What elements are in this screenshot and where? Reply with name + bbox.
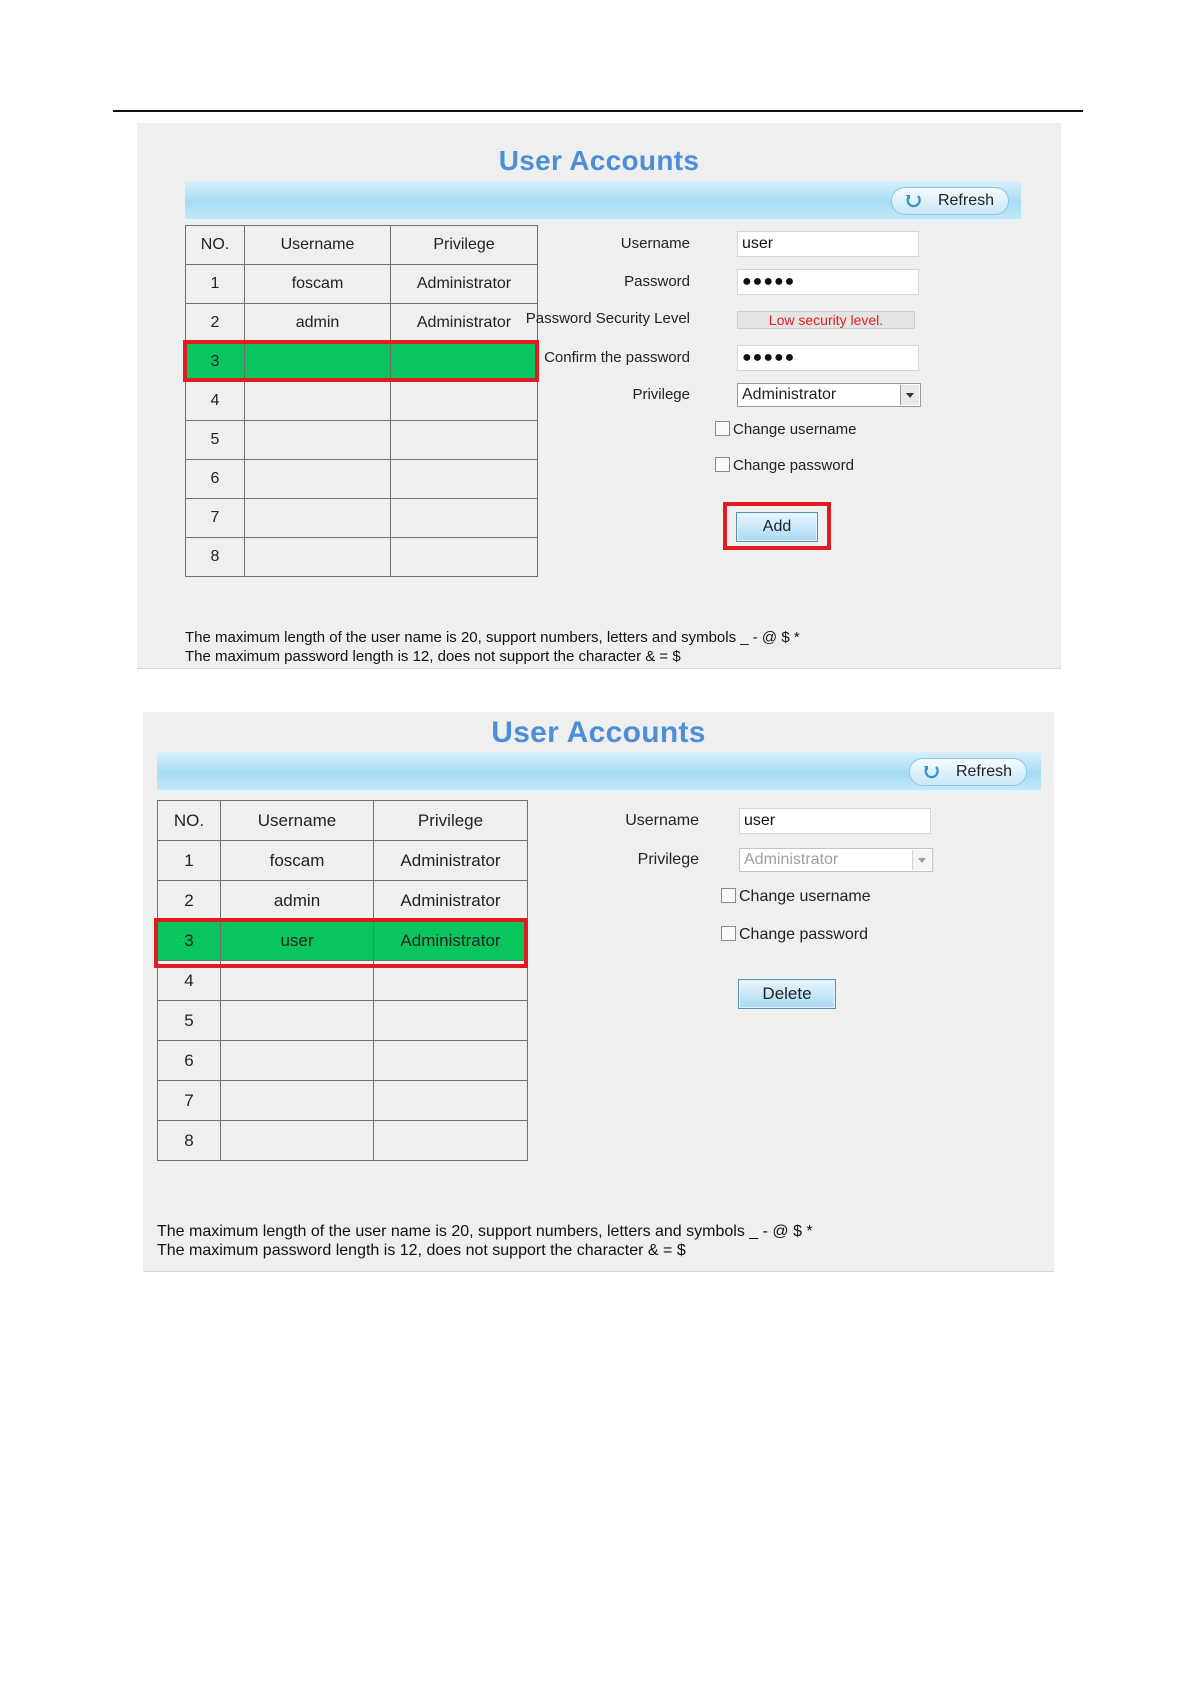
row-username — [221, 1041, 374, 1081]
row-privilege: Administrator — [374, 881, 528, 921]
change-username-checkbox[interactable] — [715, 421, 730, 436]
username-rule-note: The maximum length of the user name is 20, support numbers, letters and symbols _ - @ $ * — [157, 1223, 813, 1240]
row-privilege: Administrator — [374, 841, 528, 881]
privilege-label: Privilege — [632, 386, 690, 403]
row-privilege: Administrator — [391, 304, 538, 343]
table-row[interactable] — [158, 1041, 528, 1081]
row-no: 2 — [186, 304, 245, 343]
row-privilege — [391, 421, 538, 460]
table-header-row — [186, 226, 538, 265]
page-title: User Accounts — [498, 145, 700, 176]
username-input[interactable]: user — [739, 808, 931, 834]
user-table — [185, 225, 538, 577]
change-username-checkbox[interactable] — [721, 888, 736, 903]
table-row[interactable] — [186, 304, 538, 343]
row-username — [221, 1001, 374, 1041]
confirm-password-input[interactable]: ●●●●● — [737, 345, 919, 371]
password-input[interactable]: ●●●●● — [737, 269, 919, 295]
username-input[interactable]: user — [737, 231, 919, 257]
row-privilege: Administrator — [374, 921, 528, 961]
row-privilege — [391, 460, 538, 499]
row-no: 6 — [186, 460, 245, 499]
change-password-label: Change password — [733, 457, 854, 474]
security-level-label: Password Security Level — [525, 310, 690, 327]
row-username — [245, 460, 391, 499]
change-password-label: Change password — [739, 926, 868, 943]
row-no: 5 — [158, 1001, 221, 1041]
row-privilege — [374, 1041, 528, 1081]
row-no: 8 — [158, 1121, 221, 1161]
username-label: Username — [625, 812, 699, 829]
row-privilege: Administrator — [391, 265, 538, 304]
username-rule-note: The maximum length of the user name is 20, support numbers, letters and symbols _ - @ $ * — [185, 629, 800, 646]
header-privilege: Privilege — [391, 226, 538, 265]
change-username-label: Change username — [733, 421, 857, 438]
change-username-option[interactable] — [721, 888, 871, 906]
table-row[interactable] — [158, 841, 528, 881]
row-no: 3 — [186, 343, 245, 382]
refresh-icon — [904, 192, 922, 210]
chevron-down-icon[interactable] — [912, 850, 931, 870]
row-privilege — [374, 1121, 528, 1161]
add-button[interactable]: Add — [736, 512, 818, 542]
privilege-select[interactable] — [739, 848, 933, 872]
password-label: Password — [624, 273, 690, 290]
row-no: 1 — [186, 265, 245, 304]
header-username: Username — [221, 801, 374, 841]
user-accounts-panel-delete — [143, 712, 1054, 1272]
username-label: Username — [620, 235, 690, 252]
privilege-select[interactable] — [737, 383, 921, 407]
table-row[interactable] — [186, 499, 538, 538]
toolbar — [185, 181, 1021, 222]
change-username-label: Change username — [739, 888, 871, 905]
table-row[interactable] — [158, 1001, 528, 1041]
selected-row-highlight — [183, 340, 539, 382]
refresh-button[interactable] — [909, 758, 1027, 786]
row-username — [245, 499, 391, 538]
selected-row-highlight — [154, 918, 528, 968]
change-password-checkbox[interactable] — [715, 457, 730, 472]
page-title: User Accounts — [491, 716, 706, 749]
table-row[interactable] — [186, 460, 538, 499]
user-accounts-panel-add — [137, 123, 1061, 669]
table-row[interactable] — [158, 1121, 528, 1161]
header-no: NO. — [158, 801, 221, 841]
table-row[interactable] — [186, 421, 538, 460]
privilege-label: Privilege — [637, 851, 699, 868]
refresh-icon — [922, 763, 940, 781]
row-username: foscam — [245, 265, 391, 304]
row-no: 3 — [158, 921, 221, 961]
table-row[interactable] — [186, 265, 538, 304]
page-top-rule — [113, 110, 1083, 112]
row-no: 6 — [158, 1041, 221, 1081]
header-privilege: Privilege — [374, 801, 528, 841]
header-no: NO. — [186, 226, 245, 265]
change-password-option[interactable] — [715, 457, 854, 474]
table-header-row — [158, 801, 528, 841]
table-row[interactable] — [158, 1081, 528, 1121]
row-username — [245, 382, 391, 421]
privilege-select-value: Administrator — [742, 386, 837, 403]
user-table — [157, 800, 528, 1161]
chevron-down-icon[interactable] — [900, 385, 919, 405]
change-username-option[interactable] — [715, 421, 856, 438]
row-no: 5 — [186, 421, 245, 460]
refresh-label: Refresh — [937, 192, 994, 209]
privilege-select-value: Administrator — [744, 851, 839, 868]
password-rule-note: The maximum password length is 12, does not support the character & = $ — [185, 648, 681, 665]
add-button-highlight — [723, 502, 831, 550]
row-username: user — [221, 921, 374, 961]
row-privilege — [391, 499, 538, 538]
row-no: 2 — [158, 881, 221, 921]
row-privilege — [374, 1001, 528, 1041]
row-privilege — [391, 382, 538, 421]
row-no: 4 — [186, 382, 245, 421]
row-username: foscam — [221, 841, 374, 881]
table-row[interactable] — [186, 382, 538, 421]
row-username: admin — [245, 304, 391, 343]
row-no: 4 — [158, 961, 221, 1001]
refresh-label: Refresh — [955, 763, 1012, 780]
header-username: Username — [245, 226, 391, 265]
row-username — [245, 538, 391, 577]
delete-button[interactable]: Delete — [738, 979, 836, 1009]
row-no: 7 — [186, 499, 245, 538]
row-privilege — [391, 538, 538, 577]
row-username — [245, 421, 391, 460]
row-no: 7 — [158, 1081, 221, 1121]
row-no: 8 — [186, 538, 245, 577]
row-username — [221, 1121, 374, 1161]
table-row[interactable] — [186, 538, 538, 577]
row-username: admin — [221, 881, 374, 921]
change-password-checkbox[interactable] — [721, 926, 736, 941]
security-level-indicator: Low security level. — [737, 311, 915, 329]
table-row[interactable] — [158, 881, 528, 921]
row-username — [221, 1081, 374, 1121]
toolbar — [157, 752, 1041, 793]
refresh-button[interactable] — [891, 187, 1009, 215]
password-rule-note: The maximum password length is 12, does not support the character & = $ — [157, 1242, 686, 1259]
confirm-password-label: Confirm the password — [544, 349, 690, 366]
row-privilege — [374, 1081, 528, 1121]
row-no: 1 — [158, 841, 221, 881]
change-password-option[interactable] — [721, 926, 868, 944]
